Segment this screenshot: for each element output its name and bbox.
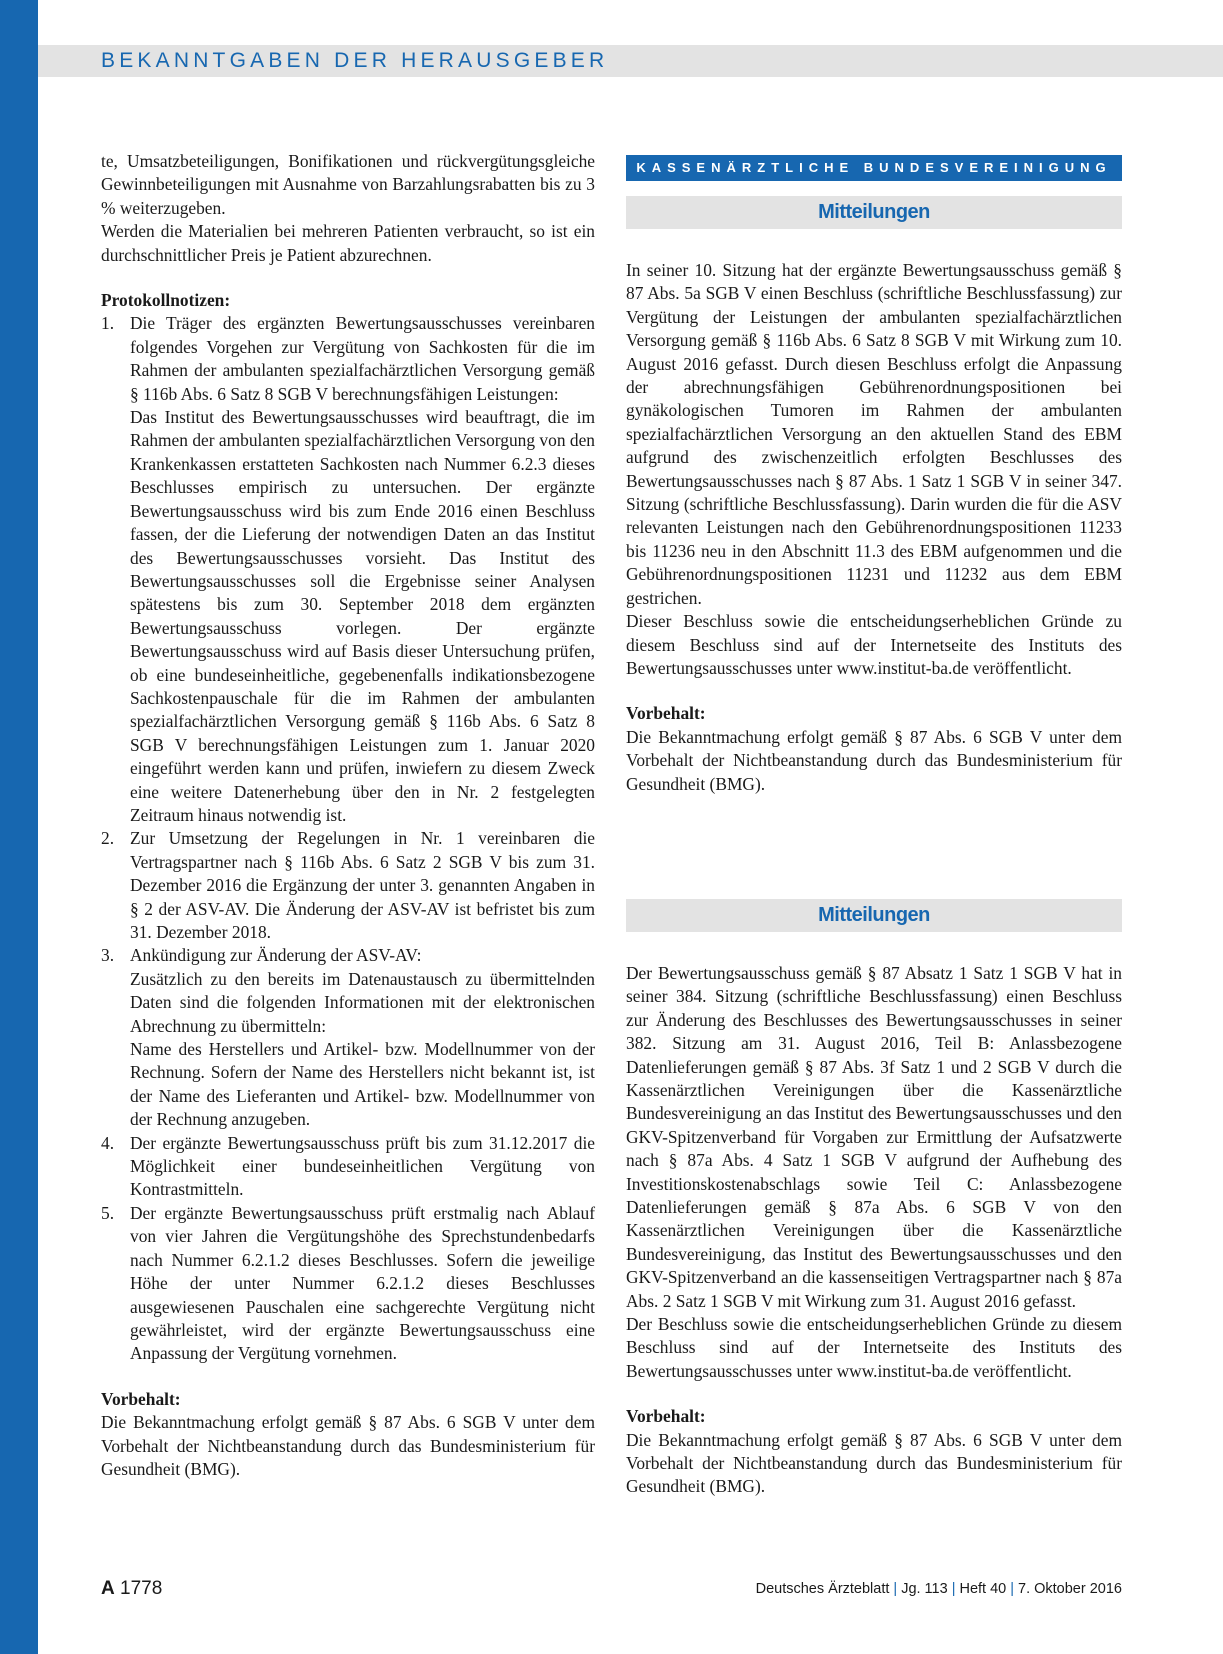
protokoll-list <box>101 312 595 1365</box>
page-prefix: A <box>101 1578 115 1599</box>
item-paragraph: Die Träger des ergänzten Bewertungsausschusses vereinbaren folgendes Vorgehen zur Vergütung von Sachkosten für die im Rahmen der ambulanten spezialfachärztlichen Versorgung gemäß § 116b Abs. 6 Satz 8 SGB V berechnungsfähigen Leistungen: <box>130 313 595 404</box>
mitteilungen-title: Mitteilungen <box>626 196 1122 229</box>
mitteilung-paragraph: In seiner 10. Sitzung hat der ergänzte Bewertungsausschuss gemäß § 87 Abs. 5a SGB V einen Beschluss (schriftliche Beschlussfassung) zur Vergütung der Leistungen der ambulanten spezialfachärztlichen Versorgung gemäß § 116b Abs. 6 Satz 8 SGB V mit Wirkung zum 10. August 2016 gefasst. Durch diesen Beschluss erfolgt die Anpassung der abrechnungsfähigen Gebührenordnungspositionen bei gynäkologischen Tumoren im Rahmen der ambulanten spezialfachärztlichen Versorgung an den aktuellen Stand des EBM aufgrund des zwischenzeitlich erfolgten Beschlusses des Bewertungsausschusses nach § 87 Abs. 1 Satz 1 SGB V in seiner 347. Sitzung (schriftliche Beschlussfassung). Darin wurden die für die ASV relevanten Leistungen nach den Gebührenordnungspositionen 11233 bis 11236 neu in den Abschnitt 11.3 des EBM aufgenommen und die Gebührenordnungspositionen 11231 und 11232 aus dem EBM gestrichen. <box>626 260 1122 608</box>
journal-info <box>756 1581 1122 1597</box>
protokoll-heading: Protokollnotizen: <box>101 290 231 311</box>
mitteilung-paragraph: Der Bewertungsausschuss gemäß § 87 Absatz 1 Satz 1 SGB V hat in seiner 384. Sitzung (schriftliche Beschlussfassung) einen Beschluss zur Änderung des Beschlusses des Bewertungsausschusses in seiner 382. Sitzung am 31. August 2016, Teil B: Anlassbezogene Datenlieferungen gemäß § 87 Abs. 3f Satz 1 und 2 SGB V durch die Kassenärztlichen Vereinigungen über die Kassenärztliche Bundesvereinigung an das Institut des Bewertungsausschusses und den GKV-Spitzenverband für Vorgaben zur Ermittlung der Aufsatzwerte nach § 87a Abs. 4 Satz 1 SGB V aufgrund der Aufhebung des Investitionskostenabschlags sowie Teil C: Anlassbezogene Datenlieferungen gemäß § 87a Abs. 6 SGB V von den Kassenärztlichen Vereinigungen über die Kassenärztliche Bundesvereinigung, das Institut des Bewertungsausschusses und den GKV-Spitzenverband an die kassenseitigen Vertragspartner nach § 87a Abs. 2 Satz 1 SGB V mit Wirkung zum 31. August 2016 gefasst. <box>626 962 1122 1311</box>
item-number: 5. <box>101 1202 115 1223</box>
intro-paragraph: te, Umsatzbeteiligungen, Bonifikationen und rückvergütungsgleiche Gewinnbeteiligungen mit Ausnahme von Barzahlungsrabatten bis zu 3 % weiterzugeben. <box>101 151 595 218</box>
item-paragraph: Der ergänzte Bewertungsausschuss prüft erstmalig nach Ablauf von vier Jahren die Vergütungshöhe des Sprechstundenbedarfs nach Nummer 6.2.1.2 dieses Beschlusses. Sofern die jeweilige Höhe der unter Nummer 6.2.1.2 dieses Beschlusses ausgewiesenen Pauschalen eine sachgerechte Vergütung nicht gewährleistet, wird der ergänzte Bewertungsausschuss eine Anpassung der Vergütung vornehmen. <box>130 1202 595 1364</box>
item-paragraph: Name des Herstellers und Artikel- bzw. Modellnummer von der Rechnung. Sofern der Name des Herstellers nicht bekannt ist, ist der Name des Lieferanten und Artikel- bzw. Modellnummer von der Rechnung anzugeben. <box>130 1039 595 1130</box>
mitteilung-paragraph: Dieser Beschluss sowie die entscheidungserheblichen Gründe zu diesem Beschluss sind auf der Internetseite des Instituts des Bewertungsausschusses unter www.institut-ba.de veröffentlicht. <box>626 611 1122 678</box>
page-number <box>101 1578 162 1600</box>
item-number: 4. <box>101 1132 115 1153</box>
left-column <box>101 150 595 1481</box>
item-paragraph: Das Institut des Bewertungsausschusses wird beauftragt, die im Rahmen der ambulanten spezialfachärztlichen Versorgung von den Krankenkassen erstatteten Sachkosten nach Nummer 6.2.3 dieses Beschlusses empirisch zu untersuchen. Der ergänzte Bewertungsausschuss wird bis zum Ende 2016 einen Beschluss fassen, der die Lieferung der notwendigen Daten an das Institut des Bewertungsausschusses vorsieht. Das Institut des Bewertungsausschusses soll die Ergebnisse seiner Analysen spätestens bis zum 30. September 2018 dem ergänzten Bewertungsausschuss vorlegen. Der ergänzte Bewertungsausschuss wird auf Basis dieser Untersuchung prüfen, ob eine bundeseinheitliche, gegebenenfalls indikationsbezogene Sachkostenpauschale für die im Rahmen der ambulanten spezialfachärztlichen Versorgung gemäß § 116b Abs. 6 Satz 8 SGB V berechnungsfähigen Leistungen zum 1. Januar 2020 eingeführt werden kann und prüfen, inwiefern zu diesem Zweck eine weitere Datenerhebung über den in Nr. 2 festgelegten Zeitraum hinaus notwendig ist. <box>130 407 595 825</box>
mitteilungen-title: Mitteilungen <box>626 899 1122 932</box>
separator: | <box>951 1581 956 1597</box>
vorbehalt-heading: Vorbehalt: <box>626 703 706 724</box>
list-item <box>101 1132 595 1202</box>
mitteilung-paragraph: Der Beschluss sowie die entscheidungserheblichen Gründe zu diesem Beschluss sind auf der Internetseite des Instituts des Bewertungsausschusses unter www.institut-ba.de veröffentlicht. <box>626 1314 1122 1381</box>
vorbehalt-text: Die Bekanntmachung erfolgt gemäß § 87 Abs. 6 SGB V unter dem Vorbehalt der Nichtbeanstandung durch das Bundesministerium für Gesundheit (BMG). <box>101 1412 595 1479</box>
item-number: 2. <box>101 828 115 849</box>
list-item <box>101 1202 595 1366</box>
page-number-value: 1778 <box>120 1578 163 1599</box>
item-number: 3. <box>101 945 115 966</box>
side-color-bar <box>0 0 38 1654</box>
item-paragraph: Zusätzlich zu den bereits im Datenaustausch zu übermittelnden Daten sind die folgenden Informationen mit der elektronischen Abrechnung zu übermitteln: <box>130 968 595 1036</box>
section-title: BEKANNTGABEN DER HERAUSGEBER <box>101 49 609 72</box>
vorbehalt-heading: Vorbehalt: <box>626 1406 706 1427</box>
item-paragraph: Der ergänzte Bewertungsausschuss prüft bis zum 31.12.2017 die Möglichkeit einer bundeseinheitlichen Vergütung von Kontrastmitteln. <box>130 1132 595 1200</box>
kbv-banner: KASSENÄRZTLICHE BUNDESVEREINIGUNG <box>626 155 1122 181</box>
separator: | <box>893 1581 898 1597</box>
item-number: 1. <box>101 313 115 334</box>
journal-date: 7. Oktober 2016 <box>1018 1581 1122 1597</box>
right-column <box>626 155 1122 1499</box>
list-item <box>101 944 595 1131</box>
separator: | <box>1010 1581 1014 1597</box>
journal-issue: Heft 40 <box>959 1581 1007 1597</box>
item-paragraph: Zur Umsetzung der Regelungen in Nr. 1 vereinbaren die Vertragspartner nach § 116b Abs. 6 Satz 2 SGB V bis zum 31. Dezember 2016 die Ergänzung der unter 3. genannten Angaben in § 2 der ASV-AV. Die Änderung der ASV-AV ist befristet bis zum 31. Dezember 2018. <box>130 828 595 942</box>
journal-name: Deutsches Ärzteblatt <box>755 1581 890 1597</box>
item-paragraph: Ankündigung zur Änderung der ASV-AV: <box>130 945 422 966</box>
list-item <box>101 312 595 827</box>
vorbehalt-text: Die Bekanntmachung erfolgt gemäß § 87 Abs. 6 SGB V unter dem Vorbehalt der Nichtbeanstandung durch das Bundesministerium für Gesundheit (BMG). <box>626 726 1122 794</box>
journal-volume: Jg. 113 <box>901 1581 948 1597</box>
intro-paragraph: Werden die Materialien bei mehreren Patienten verbraucht, so ist ein durchschnittlicher Preis je Patient abzurechnen. <box>101 221 595 265</box>
list-item <box>101 827 595 944</box>
vorbehalt-heading: Vorbehalt: <box>101 1388 181 1409</box>
vorbehalt-text: Die Bekanntmachung erfolgt gemäß § 87 Abs. 6 SGB V unter dem Vorbehalt der Nichtbeanstandung durch das Bundesministerium für Gesundheit (BMG). <box>626 1429 1122 1497</box>
